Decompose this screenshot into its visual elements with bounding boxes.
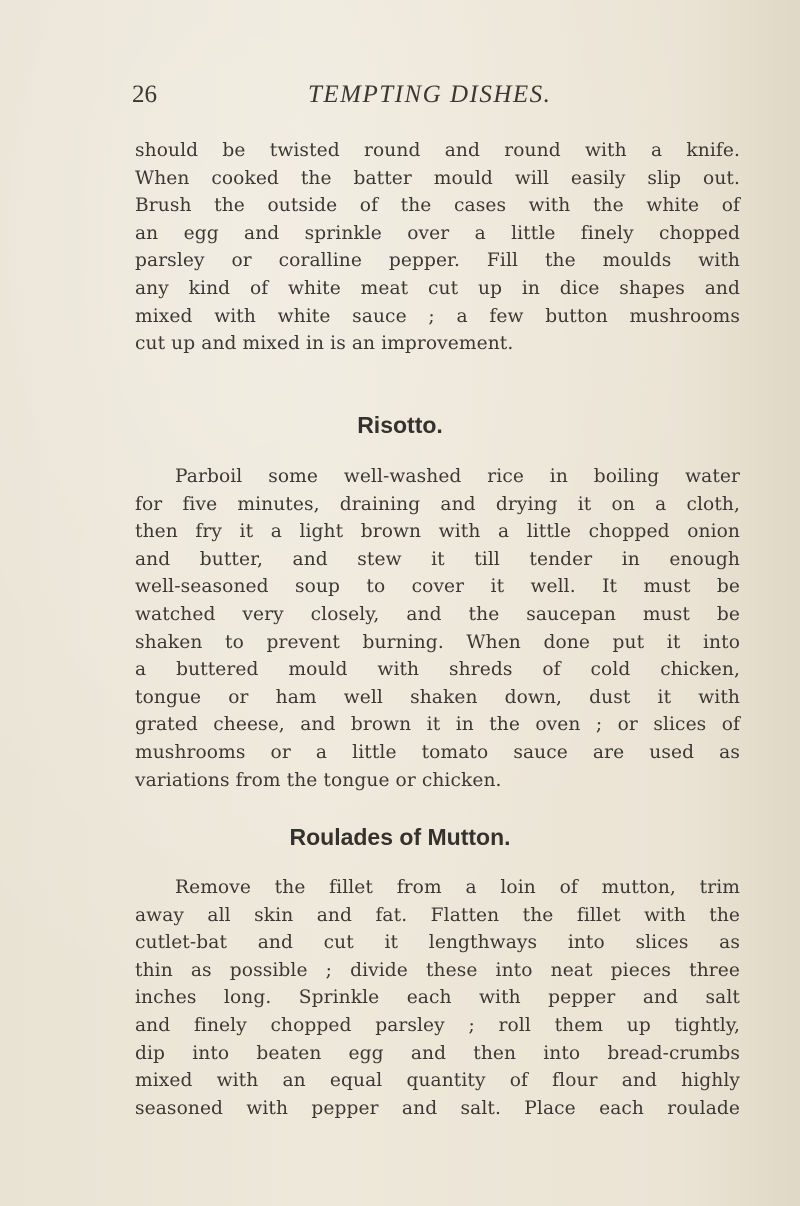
text-line: cutlet-bat and cut it lengthways into slices as <box>135 932 740 954</box>
text-line: tongue or ham well shaken down, dust it with <box>135 686 740 708</box>
text-line: any kind of white meat cut up in dice shapes and <box>135 277 740 299</box>
text-line: away all skin and fat. Flatten the fillet with the <box>135 904 740 926</box>
text-line: Remove the fillet from a loin of mutton, trim <box>175 877 740 898</box>
text-line: should be twisted round and round with a knife. <box>135 140 740 161</box>
running-head: TEMPTING DISHES. <box>308 81 552 108</box>
page-header <box>132 77 672 113</box>
text-line: a buttered mould with shreds of cold chicken, <box>135 659 740 681</box>
text-line: inches long. Sprinkle each with pepper and salt <box>135 987 740 1009</box>
text-line: mushrooms or a little tomato sauce are used as <box>135 741 740 763</box>
risotto-paragraph <box>135 463 740 794</box>
page-number: 26 <box>132 81 157 108</box>
text-line: mixed with an equal quantity of flour and highly <box>135 1070 740 1092</box>
text-line: Brush the outside of the cases with the white of <box>135 195 740 217</box>
text-line: and butter, and stew it till tender in enough <box>135 548 740 570</box>
text-line: shaken to prevent burning. When done put it into <box>135 631 740 653</box>
text-line: When cooked the batter mould will easily slip out. <box>135 167 740 189</box>
text-line: parsley or coralline pepper. Fill the moulds with <box>135 250 740 272</box>
text-line: and finely chopped parsley ; roll them up tightly, <box>135 1014 740 1036</box>
text-line: grated cheese, and brown it in the oven ; or slices of <box>135 714 740 736</box>
text-line: then fry it a light brown with a little chopped onion <box>135 521 740 543</box>
section-heading-risotto: Risotto. <box>357 412 443 438</box>
text-line: watched very closely, and the saucepan must be <box>135 603 740 625</box>
text-line: cut up and mixed in is an improvement. <box>135 333 514 355</box>
text-line: mixed with white sauce ; a few button mushrooms <box>135 305 740 327</box>
text-line: dip into beaten egg and then into bread-crumbs <box>135 1042 740 1064</box>
text-line: thin as possible ; divide these into neat pieces three <box>135 959 740 981</box>
text-line: well-seasoned soup to cover it well. It must be <box>135 576 740 598</box>
roulades-paragraph <box>135 874 740 1122</box>
text-line: Parboil some well-washed rice in boiling water <box>175 466 740 487</box>
continuation-paragraph <box>135 137 740 358</box>
text-line: an egg and sprinkle over a little finely chopped <box>135 222 740 244</box>
section-heading-roulades: Roulades of Mutton. <box>289 824 511 850</box>
text-line: seasoned with pepper and salt. Place each roulade <box>135 1097 740 1119</box>
text-line: for five minutes, draining and drying it on a cloth, <box>135 493 740 515</box>
text-line: variations from the tongue or chicken. <box>135 769 502 791</box>
